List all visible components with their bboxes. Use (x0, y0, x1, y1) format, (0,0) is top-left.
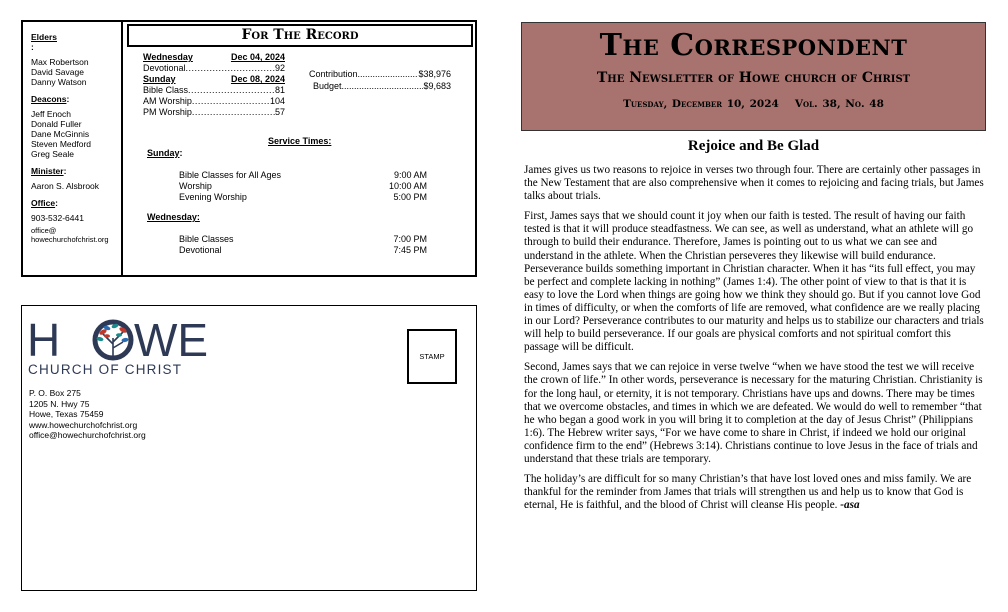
article-title: Rejoice and Be Glad (687, 138, 820, 154)
date-label: Dec 04, 2024 (230, 52, 285, 62)
tree-icon (95, 322, 131, 358)
article-paragraph: James gives us two reasons to rejoice in verses two through four. There are certainly other passages in the New Testament that are also comprehensive when it comes to rejoicing and facing trials, but James talks about trials. (524, 164, 984, 203)
stamp-box: STAMP (407, 329, 457, 384)
elder-name: Max Robertson (31, 57, 89, 67)
attendance-stats (143, 52, 285, 118)
article-paragraph: First, James says that we should count it joy when our faith is tested. The result of having our faith tested is that it will produce steadfastness. We can see, as well as understand, what an athlete will go through to build their endurance. Therefore, James is pointing out to us what we can see and understand in the athlete. When the Christian perseveres they likewise will build endurance. Perseverance builds something important in Christian character. When it has “its full effect, you may be perfect and complete lacking in nothing” (James 1:4). The other point of view to that is that it is easy to love the Lord when things are going how we think they should go. But if you cannot love God in times of difficulty, or when the comforts of life are removed, what confidence are we really placing in our Lord? Perseverance contributes to our maturity and helps us to stabilize our characters and trials will help to build perseverance. If our goals are physical comforts and not spiritual comfort this passage will be difficult. (524, 210, 984, 354)
service-times-title: Service Times: (268, 136, 332, 146)
stat-value: 81 (274, 85, 285, 95)
stat-value: 57 (274, 107, 285, 117)
stat-value: 104 (269, 96, 285, 106)
stat-value: 92 (274, 63, 285, 73)
address-line: Howe, Texas 75459 (29, 409, 104, 419)
service-row (179, 192, 427, 203)
service-time: 10:00 AM (388, 181, 427, 191)
stat-label: Contribution (309, 69, 358, 79)
service-row (179, 170, 427, 181)
record-panel (21, 20, 477, 277)
deacon-name: Jeff Enoch (31, 109, 72, 119)
budget-row (309, 80, 451, 92)
issue-volume: Vol. 38, No. 48 (794, 98, 884, 110)
stat-value: $9,683 (423, 81, 451, 91)
service-time: 7:45 PM (393, 245, 427, 255)
sunday-services-heading: Sunday: (147, 148, 183, 158)
bible-class-row (143, 85, 285, 96)
minister-name: Aaron S. Alsbrook (31, 181, 100, 191)
website-link[interactable]: www.howechurchofchrist.org (29, 419, 138, 430)
masthead (521, 22, 986, 131)
deacons-heading: Deacons (31, 94, 67, 104)
issue-line (522, 98, 985, 110)
contribution-row (309, 68, 451, 80)
finance-stats (309, 68, 451, 92)
deacons-list (31, 109, 121, 159)
day-label: Wednesday (143, 52, 193, 62)
mailing-address (29, 388, 146, 441)
service-time: 7:00 PM (393, 234, 427, 244)
sunday-heading (143, 74, 285, 85)
deacon-name: Dane McGinnis (31, 129, 90, 139)
service-name: Bible Classes (179, 234, 234, 244)
staff-column: Elders : Max Robertson David Savage Danny Watson Deacons: Jeff Enoch Donald Fuller Dane McGinnis Steven Medford Greg Seale Minister: Aaron S. Alsbrook Office: 903-532-6441 office@ howechurchofchrist.org (23, 22, 123, 275)
elder-name: David Savage (31, 67, 84, 77)
office-email-line: office@ (31, 226, 57, 235)
elders-heading: Elders (31, 32, 57, 42)
day-label: Sunday (147, 148, 180, 158)
elder-name: Danny Watson (31, 77, 87, 87)
devotional-row (143, 63, 285, 74)
deacon-name: Donald Fuller (31, 119, 82, 129)
service-row (179, 181, 427, 192)
stat-label: PM Worship (143, 107, 192, 117)
deacon-name: Greg Seale (31, 149, 74, 159)
article-paragraph (524, 473, 984, 512)
service-name: Evening Worship (179, 192, 247, 202)
stat-value: $38,976 (418, 69, 451, 79)
newsletter-title: The Correspondent (599, 28, 908, 63)
service-time: 5:00 PM (393, 192, 427, 202)
logo-letter-h: H (27, 316, 61, 366)
howe-logo (27, 316, 227, 378)
office-email-line: howechurchofchrist.org (31, 235, 109, 244)
minister-heading: Minister (31, 166, 64, 176)
email-link[interactable]: office@howechurchofchrist.org (29, 430, 146, 440)
elders-list (31, 57, 121, 87)
mailing-panel (21, 305, 477, 591)
wednesday-services-heading (147, 212, 200, 222)
logo-letters-we: WE (134, 316, 209, 366)
day-label: Wednesday: (147, 212, 200, 222)
article-paragraph: Second, James says that we can rejoice in verse twelve “when we have stood the test we will receive the crown of life.” In other words, perseverance is necessary for the maturing Christian. Christianity is for the long haul, or eternity, it is not temporary. Christians have ups and downs. There may be times that we overcome obstacles, and times in which we are defeated. We would do well to remember “that he who began a good work in you will bring it to completion at the day of Jesus Christ” (Philippians 1:6). The Hebrew writer says, “For we have come to share in Christ, if indeed we hold our original confidence firm to the end” (Hebrews 3:14). Christians continue to love Jesus in the face of trials and understand that these trials are temporary. (524, 361, 983, 465)
date-label: Dec 08, 2024 (230, 74, 285, 84)
service-row (179, 245, 427, 256)
address-line: P. O. Box 275 (29, 388, 81, 398)
service-name: Bible Classes for All Ages (179, 170, 282, 180)
office-phone: 903-532-6441 (31, 213, 84, 223)
for-the-record-title: For The Record (127, 24, 473, 47)
service-row (179, 234, 427, 245)
sunday-services-list (179, 170, 427, 203)
newsletter-subtitle: The Newsletter of Howe church of Christ (596, 70, 911, 86)
stat-label: Devotional (143, 63, 186, 73)
wednesday-services-list (179, 234, 427, 256)
service-name: Devotional (179, 245, 222, 255)
office-email (31, 226, 121, 244)
office-heading: Office (31, 198, 56, 208)
service-name: Worship (179, 181, 212, 191)
article-text: The holiday’s are difficult for so many Christian’s that have lost loved ones and miss family. We are thankful for the reminder from James that trials will strengthen us and help us to know that God is eternal, He is faithful, and the blood of Christ will cleanse His people. (524, 473, 972, 512)
stat-label: Bible Class (143, 85, 189, 95)
issue-date: Tuesday, December 10, 2024 (623, 98, 779, 110)
address-line: 1205 N. Hwy 75 (29, 398, 90, 409)
service-time: 9:00 AM (393, 170, 427, 180)
day-label: Sunday (143, 74, 176, 84)
pm-worship-row (143, 107, 285, 118)
wednesday-heading (143, 52, 285, 63)
am-worship-row (143, 96, 285, 107)
stat-label: Budget (313, 81, 342, 91)
stat-label: AM Worship (143, 96, 192, 106)
article-body (524, 164, 984, 519)
author-signature: -asa (840, 499, 860, 512)
deacon-name: Steven Medford (31, 139, 92, 149)
logo-tagline: CHURCH OF CHRIST (28, 362, 183, 377)
